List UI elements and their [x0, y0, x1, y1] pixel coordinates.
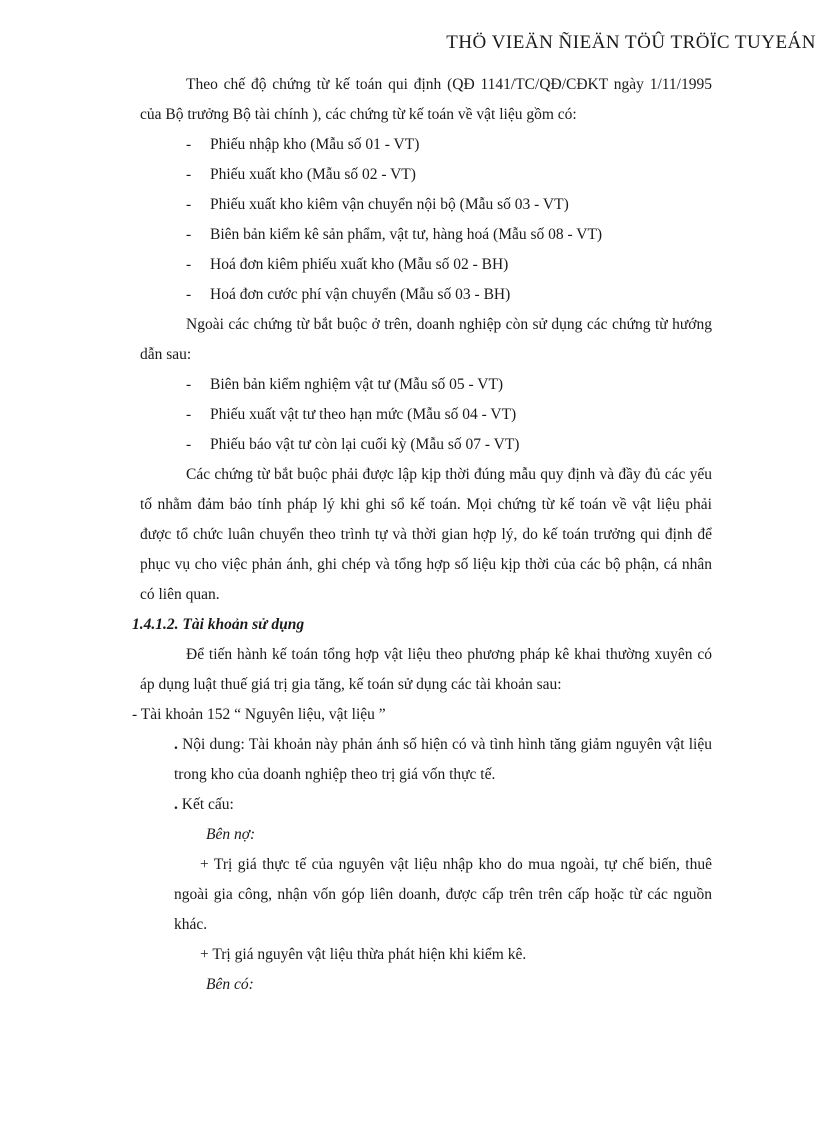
list-item: - Phiếu xuất kho (Mẫu số 02 - VT)	[186, 166, 416, 183]
list-item: - Phiếu xuất vật tư theo hạn mức (Mẫu số 04 - VT)	[186, 406, 517, 423]
structure-line: . Kết cấu:	[174, 796, 234, 813]
debit-item: + Trị giá thực tế của nguyên vật liệu nhập kho do mua ngoài, tự chế biến, thuê ngoài gia công, nhận vốn góp liên doanh, được cấp trên trên cấp hoặc từ các nguồn khác.	[174, 856, 712, 933]
content-paragraph: . Nội dung: Tài khoản này phản ánh số hiện có và tình hình tăng giảm nguyên vật liệu trong kho của doanh nghiệp theo trị giá vốn thực tế.	[174, 736, 712, 783]
guide-docs-list	[140, 370, 712, 460]
list-item: - Biên bản kiểm nghiệm vật tư (Mẫu số 05 - VT)	[186, 376, 504, 393]
list-item: - Phiếu xuất kho kiêm vận chuyển nội bộ (Mẫu số 03 - VT)	[186, 196, 569, 213]
list-item: - Hoá đơn kiêm phiếu xuất kho (Mẫu số 02 - BH)	[186, 256, 509, 273]
required-docs-list	[140, 130, 712, 310]
page-header: THÖ VIEÄN ÑIEÄN TÖÛ TRÖÏC TUYEÁN	[446, 32, 816, 53]
requirement-paragraph: Các chứng từ bắt buộc phải được lập kịp thời đúng mẫu quy định và đầy đủ các yếu tố nhằm đảm bảo tính pháp lý khi ghi sổ kế toán. Mọi chứng từ kế toán về vật liệu phải được tổ chức luân chuyển theo trình tự và thời gian hợp lý, do kế toán trưởng qui định để phục vụ cho việc phản ánh, ghi chép và tổng hợp số liệu kịp thời của các bộ phận, cá nhân có liên quan.	[140, 466, 712, 603]
credit-label: Bên có:	[206, 976, 254, 993]
guide-intro-paragraph: Ngoài các chứng từ bắt buộc ở trên, doanh nghiệp còn sử dụng các chứng từ hướng dẫn sau:	[140, 316, 712, 363]
list-item: - Biên bản kiểm kê sản phẩm, vật tư, hàng hoá (Mẫu số 08 - VT)	[186, 226, 603, 243]
account-line: - Tài khoản 152 “ Nguyên liệu, vật liệu ”	[132, 706, 386, 723]
debit-label: Bên nợ:	[206, 826, 256, 843]
intro-paragraph: Theo chế độ chứng từ kế toán qui định (QĐ 1141/TC/QĐ/CĐKT ngày 1/11/1995 của Bộ trưởng Bộ tài chính ), các chứng từ kế toán về vật liệu gồm có:	[140, 76, 712, 123]
document-body	[132, 70, 712, 1000]
section-heading: 1.4.1.2. Tài khoản sử dụng	[132, 616, 305, 633]
list-item: - Phiếu nhập kho (Mẫu số 01 - VT)	[186, 136, 420, 153]
list-item: - Hoá đơn cước phí vận chuyển (Mẫu số 03 - BH)	[186, 286, 511, 303]
debit-item: + Trị giá nguyên vật liệu thừa phát hiện khi kiểm kê.	[200, 946, 527, 963]
section-intro-paragraph: Để tiến hành kế toán tổng hợp vật liệu theo phương pháp kê khai thường xuyên có áp dụng luật thuế giá trị gia tăng, kế toán sử dụng các tài khoản sau:	[140, 646, 712, 693]
list-item: - Phiếu báo vật tư còn lại cuối kỳ (Mẫu số 07 - VT)	[186, 436, 520, 453]
